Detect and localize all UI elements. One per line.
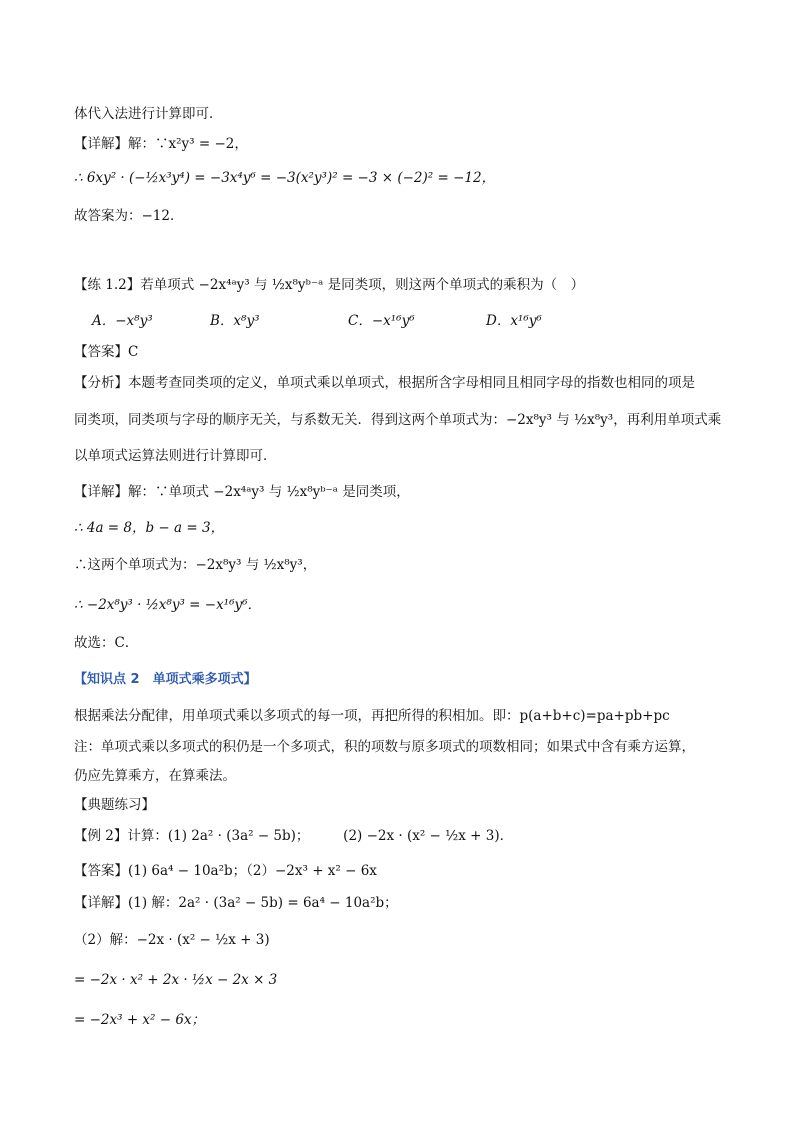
rule-line: 根据乘法分配律，用单项式乘以多项式的每一项，再把所得的积相加。即：p(a+b+c)=pa+pb+pc [74, 708, 670, 724]
note-line: 仍应先算乘方，在算乘法。 [74, 768, 236, 784]
option-c: C．−x¹⁶y⁶ [348, 313, 415, 329]
note-line: 注：单项式乘以多项式的积仍是一个多项式，积的项数与原多项式的项数相同；如果式中含有乘方运算， [74, 739, 695, 755]
analysis-line: 以单项式运算法则进行计算即可． [74, 448, 277, 464]
choice-line: 故选：C． [74, 635, 139, 651]
detail-line: （2）解：−2x · (x² − ½x + 3) [74, 932, 270, 948]
option-a: A．−x⁸y³ [92, 313, 153, 329]
text-line: 体代入法进行计算即可． [74, 106, 223, 122]
example-question: 【例 2】计算：(1) 2a² · (3a² − 5b)； (2) −2x · (x² − ½x + 3)． [74, 828, 514, 844]
section-heading: 【知识点 2 单项式乘多项式】 [74, 672, 257, 687]
detail-line: 【详解】解：∵单项式 −2x⁴ᵃy³ 与 ½x⁸yᵇ⁻ᵃ 是同类项， [74, 484, 410, 500]
option-d: D．x¹⁶y⁶ [486, 313, 542, 329]
math-line: ∴ 6xy² · (−½x³y⁴) = −3x⁴y⁶ = −3(x²y³)² = −3 × (−2)² = −12， [74, 170, 496, 186]
detail-line: 【详解】(1) 解：2a² · (3a² − 5b) = 6a⁴ − 10a²b； [74, 895, 398, 911]
math-line: = −2x · x² + 2x · ½x − 2x × 3 [74, 972, 278, 988]
math-line: = −2x³ + x² − 6x； [74, 1012, 206, 1028]
analysis-line: 同类项，同类项与字母的顺序无关，与系数无关．得到这两个单项式为：−2x⁸y³ 与 ½x⁸y³，再利用单项式乘 [74, 412, 722, 428]
math-line: ∴ −2x⁸y³ · ½x⁸y³ = −x¹⁶y⁶． [74, 597, 262, 613]
answer-line: 【答案】(1) 6a⁴ − 10a²b；（2）−2x³ + x² − 6x [74, 863, 377, 879]
exercise-question: 【练 1.2】若单项式 −2x⁴ᵃy³ 与 ½x⁸yᵇ⁻ᵃ 是同类项，则这两个单项式的乘积为（ ） [74, 277, 585, 293]
answer-label: 【答案】C [74, 344, 139, 360]
detail-line: 【详解】解：∵x²y³ = −2， [74, 136, 248, 152]
answer-line: 故答案为：−12． [74, 208, 184, 224]
option-b: B．x⁸y³ [210, 313, 260, 329]
practice-heading: 【典题练习】 [74, 797, 155, 813]
analysis-line: 【分析】本题考查同类项的定义，单项式乘以单项式，根据所含字母相同且相同字母的指数也相同的项是 [74, 375, 695, 391]
math-line: ∴ 4a = 8，b − a = 3， [74, 520, 225, 536]
detail-line: ∴这两个单项式为：−2x⁸y³ 与 ½x⁸y³， [74, 557, 317, 573]
